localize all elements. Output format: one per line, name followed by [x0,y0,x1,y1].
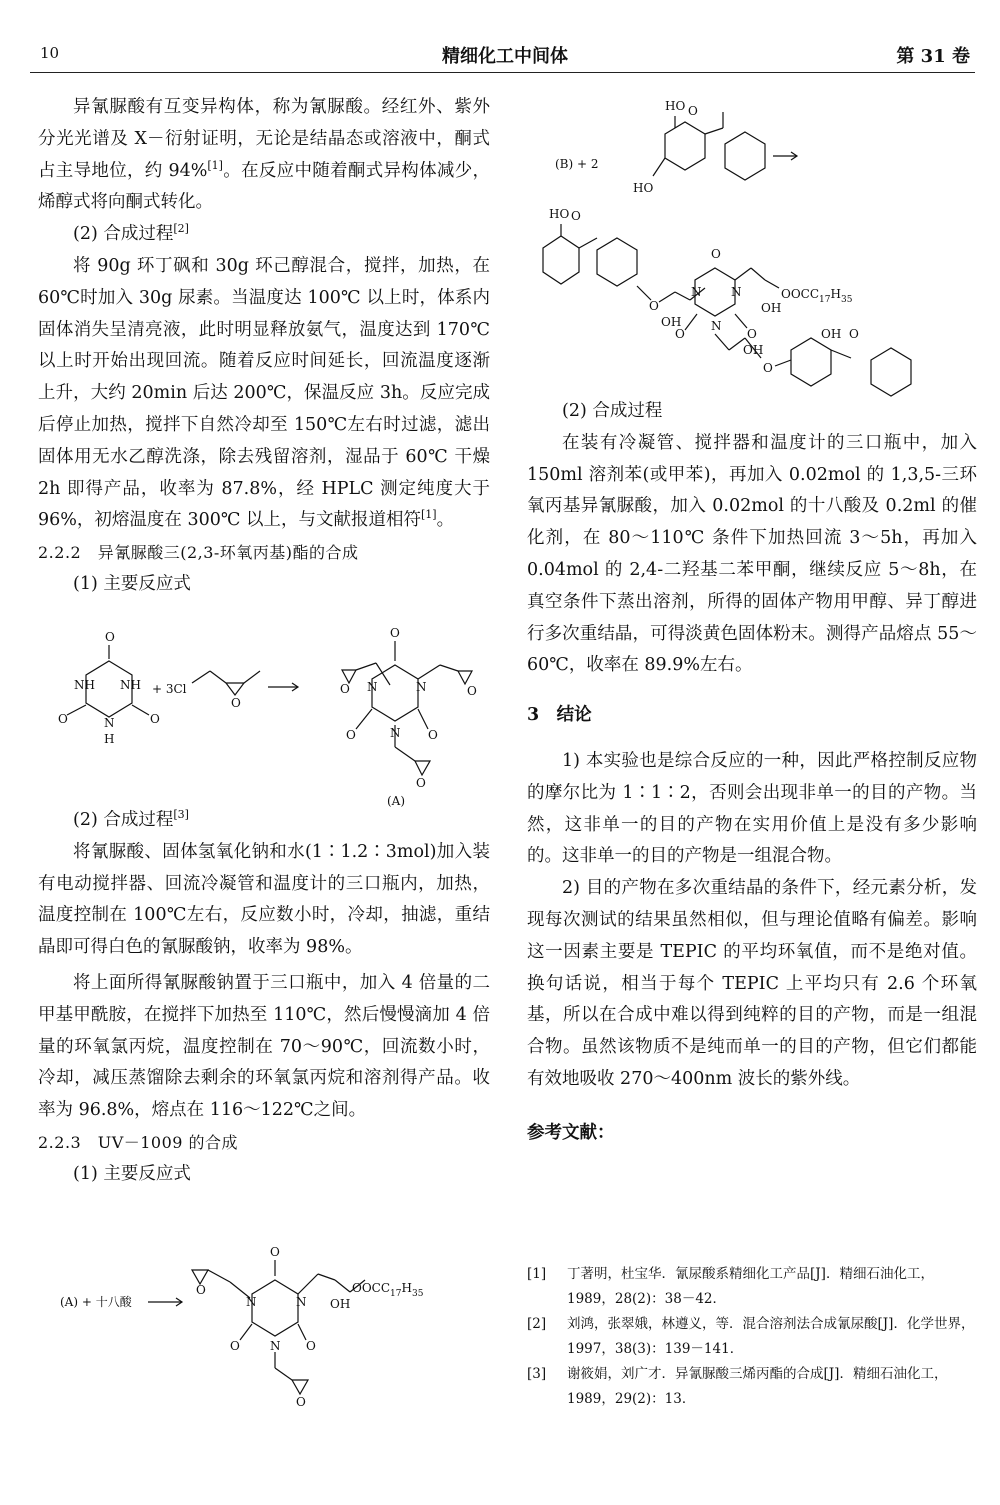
svg-text:OH: OH [743,343,764,357]
svg-text:O: O [390,626,400,640]
svg-text:HO: HO [633,181,654,195]
header-rule [30,72,975,73]
reaction-scheme-esterification [40,1240,500,1415]
volume-label: 第 31 卷 [896,46,970,67]
svg-text:O: O [346,728,356,742]
svg-text:N: N [416,680,427,694]
svg-text:OH: OH [330,1297,351,1311]
svg-text:N: N [731,285,742,299]
svg-text:OH: OH [761,301,782,315]
heading-synthesis-process-3: (2) 合成过程 [562,401,663,421]
svg-text:OOCC17H35: $OOCC_{17}H_{35}$ [352,1281,424,1299]
svg-text:O: O [467,684,477,698]
left-column-bottom [38,805,490,1191]
svg-text:O: O [763,361,773,375]
left-column-top [38,92,490,601]
svg-text:(B) + 2: (B) + 2 [555,157,599,171]
svg-text:O: O [150,712,160,726]
svg-text:N: N [296,1295,307,1309]
svg-text:OH: OH [661,315,682,329]
paragraph-uv1009-synthesis: 在装有冷凝管、搅拌器和温度计的三口瓶中，加入 150ml 溶剂苯(或甲苯)，再加入 0.02mol 的 1,3,5-三环氧丙基异氰脲酸，加入 0.02mol 的十八酸及 0.2ml 的催化剂，在 80～110℃ 条件下加热回流 3～5h，再加入 0.04mol 的 2,4-二羟基二苯甲酮，继续反应 5～8h，在真空条件下蒸出溶剂，所得的固体产物用甲醇、异丁醇进行多次重结晶，可得淡黄色固体粉末。测得产品熔点 55～60℃，收率在 89.9%左右。 [527,432,977,676]
svg-text:N: N [367,680,378,694]
svg-text:NH: NH [120,678,141,692]
svg-text:O: O [747,327,757,341]
conclusion-2: 2) 目的产物在多次重结晶的条件下，经元素分析，发现每次测试的结果虽然相似，但与理论值略有偏差。影响这一因素主要是 TEPIC 的平均环氧值，而不是绝对值。换句话说，相当于每个 TEPIC 上平均只有 2.6 个环氧基，所以在合成中难以得到纯粹的目的产物，而是一组混合物。虽然该物质不是纯而单一的目的产物，但它们都能有效地吸收 270～400nm 波长的紫外线。 [527,878,977,1089]
paragraph-tautomer: 异氰脲酸有互变异构体，称为氰脲酸。经红外、紫外分光光谱及 X－衍射证明，无论是结晶态或溶液中，酮式占主导地位，约 94%[1]。在反应中随着酮式异构体减少，烯醇式将向酮式转化。 [38,97,490,213]
svg-text:O: O [711,247,721,261]
svg-text:O: O [571,209,581,223]
section-2-2-2: 2.2.2 异氰脲酸三(2,3-环氧丙基)酯的合成 [38,543,359,563]
reference-item: [3] 谢筱娟，刘广才．异氰脲酸三烯丙酯的合成[J]．精细石油化工，1989，29(2)：13． [527,1366,948,1407]
svg-text:O: O [230,1339,240,1353]
svg-text:O: O [340,682,350,696]
svg-text:O: O [58,712,68,726]
svg-text:O: O [849,327,859,341]
heading-synthesis-process-1: (2) 合成过程[2] [73,222,189,245]
heading-main-reaction-1: (1) 主要反应式 [73,573,191,594]
svg-text:(A) + 十八酸: (A) + 十八酸 [60,1295,132,1309]
right-column [527,396,977,1150]
journal-title: 精细化工中间体 [442,46,568,67]
svg-text:O: O [649,299,659,313]
svg-text:HO: HO [549,207,570,221]
running-header [40,40,970,74]
svg-text:N: N [691,285,702,299]
svg-text:OOCC17H35: $OOCC_{17}H_{35}$ [781,287,853,305]
svg-text:+ 3Cl: + 3Cl [152,682,187,696]
svg-text:N: N [104,716,115,730]
svg-text:O: O [428,728,438,742]
paragraph-synthesis-1: 将 90g 环丁砜和 30g 环己醇混合，搅拌，加热，在 60℃时加入 30g 尿素。当温度达 100℃ 以上时，体系内固体消失呈清亮液，此时明显释放氨气，温度达到 170℃以上时开始出现回流。随着反应时间延长，回流温度逐渐上升，大约 20min 后达 200℃，保温反应 3h。反应完成后停止加热，搅拌下自然冷却至 150℃左右时过滤，滤出固体用无水乙醇洗涤，除去残留溶剂，湿品于 60℃ 干燥 2h 即得产品，收率为 87.8%，经 HPLC 测定纯度大于 96%，初熔温度在 300℃ 以上，与文献报道相符[1]。 [38,255,490,531]
svg-text:O: O [675,327,685,341]
svg-text:O: O [196,1283,206,1297]
paragraph-tepic-synthesis: 将上面所得氰脲酸钠置于三口瓶中，加入 4 倍量的二甲基甲酰胺，在搅拌下加热至 110℃，然后慢慢滴加 4 倍量的环氧氯丙烷，温度控制在 70～90℃，回流数小时，冷却，减压蒸馏除去剩余的环氧氯丙烷和溶剂得产品。收率为 96.8%，熔点在 116～122℃之间。 [38,972,490,1121]
svg-text:H: H [104,732,115,746]
svg-text:N: N [246,1295,257,1309]
references-heading: 参考文献： [527,1122,615,1143]
svg-text:O: O [270,1245,280,1259]
svg-text:N: N [711,319,722,333]
svg-text:N: N [270,1339,281,1353]
section-2-2-3: 2.2.3 UV－1009 的合成 [38,1132,239,1152]
svg-text:(A): (A) [387,794,406,808]
svg-text:O: O [296,1395,306,1409]
svg-text:O: O [306,1339,316,1353]
section-3-conclusion: 3 结论 [527,705,592,726]
svg-text:O: O [231,696,241,710]
svg-text:N: N [390,726,401,740]
paragraph-sodium-cyanurate: 将氰脲酸、固体氢氧化钠和水(1∶1.2∶3mol)加入装有电动搅拌器、回流冷凝管和温度计的三口瓶内，加热，温度控制在 100℃左右，反应数小时，冷却，抽滤，重结晶即可得白色的氰脲酸钠，收率为 98%。 [38,841,490,958]
reference-list [527,1262,977,1412]
conclusion-1: 1) 本实验也是综合反应的一种，因此严格控制反应物的摩尔比为 1∶1∶2，否则会出现非单一的目的产物。当然，这非单一的目的产物在实用价值上是没有多少影响的。这非单一的目的产物是一组混合物。 [527,750,977,867]
reaction-scheme-uv1009 [525,88,985,398]
svg-text:OH: OH [821,327,842,341]
svg-text:O: O [416,776,426,790]
reference-item: [1] 丁著明，杜宝华．氰尿酸系精细化工产品[J]．精细石油化工，1989，28(2)：38－42． [527,1266,934,1307]
heading-synthesis-process-2: (2) 合成过程[3] [73,808,189,830]
svg-text:NH: NH [74,678,95,692]
reaction-scheme-tepic [40,625,500,810]
heading-main-reaction-2: (1) 主要反应式 [73,1163,191,1184]
page-number: 10 [40,44,60,62]
svg-text:HO: HO [665,99,686,113]
svg-text:O: O [688,104,698,118]
svg-text:O: O [105,630,115,644]
reference-item: [2] 刘鸿，张翠娥，林遵义，等．混合溶剂法合成氰尿酸[J]．化学世界，1997，38(3)：139－141． [527,1316,975,1357]
